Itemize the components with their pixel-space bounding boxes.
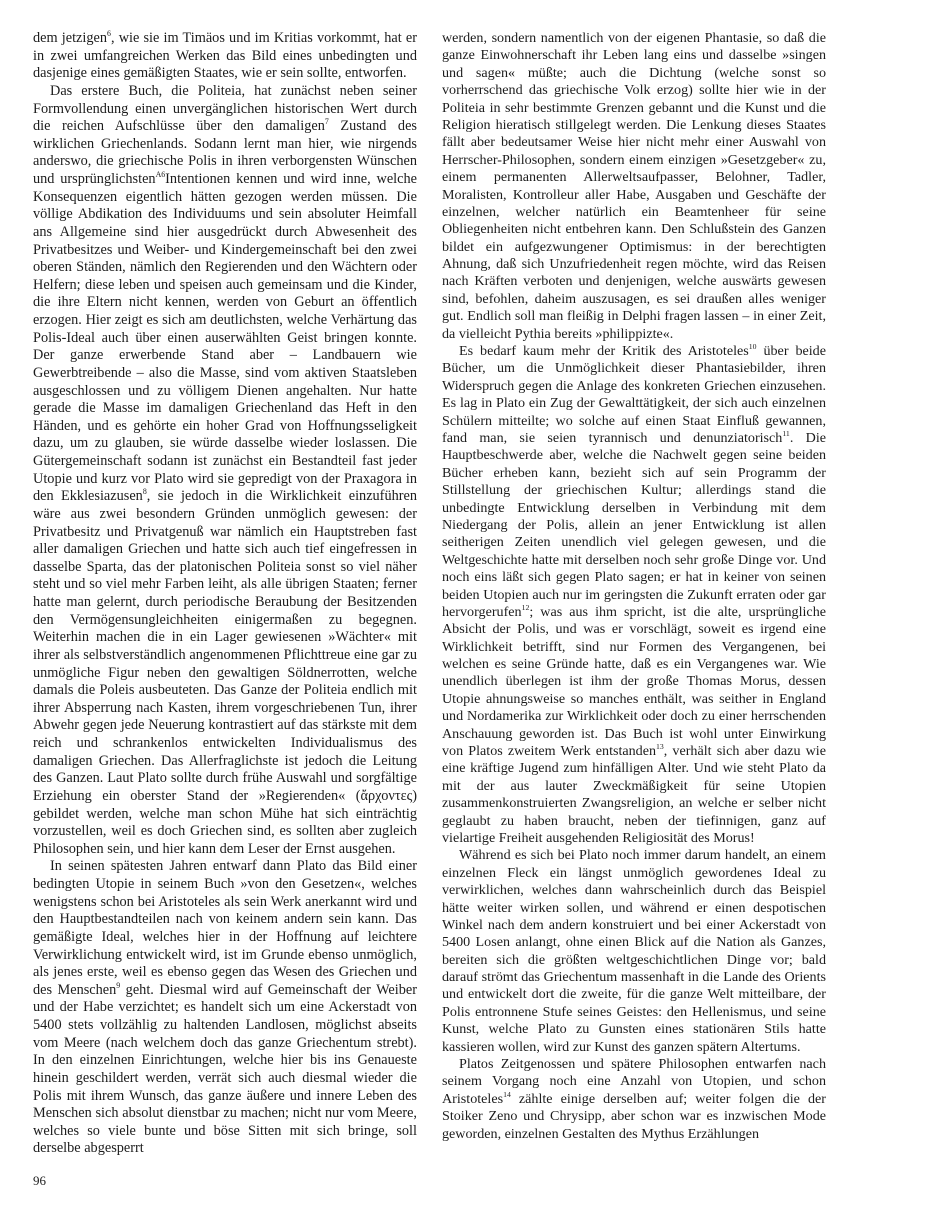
- paragraph: In seinen spätesten Jahren entwarf dann Plato das Bild einer bedingten Utopie in seinem Buch »von den Gesetzen«, welches wenigstens schon bei Aristoteles als sein Werk anerkannt wird und den Hauptbestandteilen nach von keinem andern sein kann. Das gemäßigte Ideal, welches hier in der Hoffnung auf leichtere Verwirklichung entwickelt wird, ist im Grunde ebenso unmöglich, als jenes erste, weil es ebenso gegen das Wesen des Griechen und des Menschen$^9$ geht. Diesmal wird auf Gemeinschaft der Weiber und der Habe verzichtet; es handelt sich um eine Ackerstadt von 5400 stets vollzählig zu haltenden Landlosen, möglichst abseits vom Meere (nach welchem doch das ganze Griechentum strebt). In den einzelnen Einrichtungen, welche hier bis ins Genaueste hinein geschildert werden, verrät sich auch diesmal wieder die Polis mit ihrem Wunsch, das ganze äußere und innere Leben des Menschen sich absolut dienstbar zu machen; nicht nur vom Meere, welches so viele bunte und böse Sitten mit sich bringe, soll derselbe abgesperrt: [33, 858, 417, 1157]
- paragraph: Das erstere Buch, die Politeia, hat zunächst neben seiner Formvollendung einen unvergänglichen historischen Wert durch die reichen Aufschlüsse über den damaligen$^7$ Zustand des wirklichen Griechenlands. Sodann lernt man hier, wie nirgends anderswo, die griechische Polis in ihren verborgensten Wünschen und ursprünglichsten$^{A6}$Intentionen kennen und wird inne, welche Konsequenzen eigentlich hätten gezogen werden müssen. Die völlige Abdikation des Individuums und sein absoluter Heimfall ans Allgemeine sind hier ausgedrückt durch Abwesenheit des Privatbesitzes und Weiber- und Kindergemeinschaft bei den zwei oberen Ständen, nämlich den Regierenden und den Wächtern oder Helfern; diese leben und speisen auch gemeinsam und die Kinder, die ihre Eltern nicht kennen, werden von Geburt an öffentlich erzogen. Hier zeigt es sich am deutlichsten, welche Verhärtung das Polis-Ideal auch über einen auserwählten Geist bringen konnte. Der ganze erwerbende Stand aber – Landbauern wie Gewerbtreibende – also die Masse, sind vom aktiven Staatsleben ausgeschlossen und zu völligem Dienen angehalten. Nur hatte gerade die Masse im damaligen Griechenland das Heft in den Händen, und es gehörte ein hoher Grad von Hoffnungsseligkeit dazu, um zu glauben, sie würde dasselbe wieder loslassen. Die Gütergemeinschaft sodann ist zunächst ein Bestandteil fast jeder Utopie und kurz vor Plato wird sie gepredigt von der Praxagora in den Ekklesiazusen$^8$, sie jedoch in die Wirklichkeit einzuführen wäre aus zwei besondern Gründen unmöglich gewesen: der Privatbesitz und Privatgenuß war nämlich ein Hauptstreben fast aller damaligen Griechen und hatte sich auch tief eingefressen in dasselbe Sparta, das der platonischen Politeia sonst so viel näher steht und so viel mehr Farben leiht, als alle übrigen Staaten; ferner hatte man gelernt, durch periodische Beraubung der Besitzenden den Vermögensungleichheiten einigermaßen zu begegnen. Weiterhin machen die in ein Lager gewiesenen »Wächter« mit ihrer als selbstverständlich angenommenen Pflichttreue eine gar zu unmögliche Figur neben den gewaltigen Söldnerrotten, welche damals die Poleis ausbeuteten. Das Ganze der Politeia endlich mit ihrer Absperrung nach Kasten, ihrem vorgeschriebenen Tun, ihrer Abwehr gegen jede Neuerung kontrastiert auf das stärkste mit dem reich und schrankenlos entwickelten Individualismus des damaligen Griechen. Das Allerfraglichste ist jedoch die Leitung des Ganzen. Laut Plato sollte durch frühe Auswahl und sorgfältige Erziehung ein oberster Stand der »Regierenden« (ἄρχοντες) gebildet werden, welche man schon Mühe hat sich einträchtig vorzustellen, weil es doch Griechen sind, es sollten aber zugleich Philosophen sein, und hier kann dem Leser der Ernst ausgehen.: [33, 82, 417, 857]
- footnote-marker: 8: [142, 487, 147, 497]
- footnote-marker: 13: [656, 742, 664, 752]
- right-column: [442, 30, 826, 1143]
- paragraph: dem jetzigen$^6$, wie sie im Timäos und im Kritias vorkommt, hat er in zwei umfangreichen Werken das Bild eines unbedingten und dasjenige eines gemäßigten Staates, wie er sein sollte, entworfen.: [33, 29, 417, 82]
- paragraph: Platos Zeitgenossen und spätere Philosophen entwarfen nach seinem Vorgang noch eine Anzahl von Utopien, und schon Aristoteles$^{14}$ zählte einige derselben auf; weiter folgen die der Stoiker Zeno und Chrysipp, aber schon war es inzwischen Mode geworden, einzelnen Gestalten des Mythus Erzählungen: [442, 1056, 826, 1142]
- left-column: [33, 30, 417, 1158]
- paragraph: Es bedarf kaum mehr der Kritik des Aristoteles$^{10}$ über beide Bücher, um die Unmöglichkeit dieser Phantasiebilder, ihren Widerspruch gegen die Anlage des konkreten Griechen einzusehen. Es lag in Plato ein Zug der Gewalttätigkeit, der sich auch einzelnen Schülern mitteilte; wo solche auf einen Staat Einfluß gewannen, fand man, sie seien tyrannisch und denunziatorisch$^{11}$. Die Hauptbeschwerde aber, welche die Nachwelt gegen seine beiden Bücher erheben kann, bezieht sich auf sein Programm der Stillstellung der griechischen Kultur; allerdings stand die unbedingte Entwicklung derselben in Verbindung mit dem Niedergang der Polis, allein an jener Entwicklung ist allen seitherigen Zeiten unendlich viel gelegen gewesen, und die Weltgeschichte hatte mit derselben noch sehr große Dinge vor. Und noch eins läßt sich gegen Plato sagen; er hat in keiner von seinen beiden Utopien auch nur im geringsten die Zukunft erraten oder gar hervorgerufen$^{12}$; was aus ihm spricht, ist die alte, ursprüngliche Absicht der Polis, und was er vorschlägt, soweit es irgend eine Wirklichkeit betrifft, sind nur Formen des Vergangenen, bei welchen es seine Gründe hatte, daß es ein Vergangenes war. Wie unendlich überlegen ist ihm der große Thomas Morus, dessen Utopie ahnungsweise so manches enthält, was seither in England und Nordamerika zur Wirklichkeit oder doch zu einer herrschenden Anschauung geworden ist. Das Buch ist wohl unter Einwirkung von Platos zweitem Werk entstanden$^{13}$, verhält sich aber dazu wie eine kräftige Jugend zum hinfälligen Alter. Und wie steht Plato da mit der aus lauter Zweckmäßigkeit für seine Utopien zusammenkonstruierten Zwangsreligion, an welche er selber nicht geglaubt zu haben braucht, neben der tiefinnigen, ganz auf vielartige Freiheit ausgehenden Religiosität des Morus!: [442, 342, 826, 846]
- footnote-marker: 7: [324, 117, 329, 127]
- footnote-marker: 9: [116, 980, 121, 990]
- footnote-marker: 11: [782, 429, 790, 439]
- footnote-marker: 10: [748, 342, 757, 352]
- paragraph: Während es sich bei Plato noch immer darum handelt, an einem einzelnen Fleck ein längst unmöglich gewordenes Ideal zu verwirklichen, welches dann wahrscheinlich durch das Beispiel hätte weiter wirken sollen, und während er einen despotischen Winkel nach dem andern konstruiert und bei einer Ackerstadt von 5400 Losen anlangt, ohne einen Blick auf die Nation als Ganzes, bereiten sich die größten weltgeschichtlichen Dinge vor; bald darauf strömt das Griechentum massenhaft in die Lande des Orients und entwickelt dort die zweite, für die ganze Welt mitteilbare, der Polis entronnene Stufe seines Geistes: den Hellenismus, und seine Kunst, welche Plato zu Gunsten eines stationären Stils hatte kassieren wollen, wird zur Kunst des ganzen spätern Altertums.: [442, 847, 826, 1055]
- footnote-marker: 6: [107, 29, 111, 39]
- footnote-marker: 12: [521, 603, 530, 613]
- paragraph: werden, sondern namentlich von der eigenen Phantasie, so daß die ganze Einwohnerschaft ihr Leben lang eins und dasselbe »singen und sagen« müßte; auch die Dichtung (welche sonst so vorherrschend das griechische Volk erzog) sollte hier wie in der Politeia in sehr bestimmte Grenzen gebannt und die Kunst und die Religion hieratisch stillgelegt werden. Die Lenkung dieses Staates fällt aber bedeutsamer Weise hier nicht mehr einer Auswahl von Herrscher-Philosophen, sondern einem einzigen »Gesetzgeber« zu, einem permanenten Allerweltsaufpasser, Belohner, Tadler, Moralisten, Kontrolleur aller Habe, Ausgaben und Geschäfte der einzelnen, welcher natürlich ein Beamtenheer für seine Obliegenheiten nicht entbehren kann. Den Schlußstein des Ganzen bildet ein aufgezwungener Optimismus: in der berechtigten Ahnung, daß sich Unzufriedenheit regen möchte, wird das Reisen nach Kräften verboten und denjenigen, welche auswärts gewesen sind, befohlen, daheim auszusagen, es sei draußen alles weniger gut. Endlich soll man fleißig in Delphi fragen lassen – in einer Zeit, da vielleicht Pythia bereits »philippizte«.: [442, 30, 826, 342]
- page-number: 96: [33, 1173, 46, 1188]
- footnote-marker: 14: [503, 1090, 511, 1100]
- footnote-marker: A6: [155, 170, 166, 180]
